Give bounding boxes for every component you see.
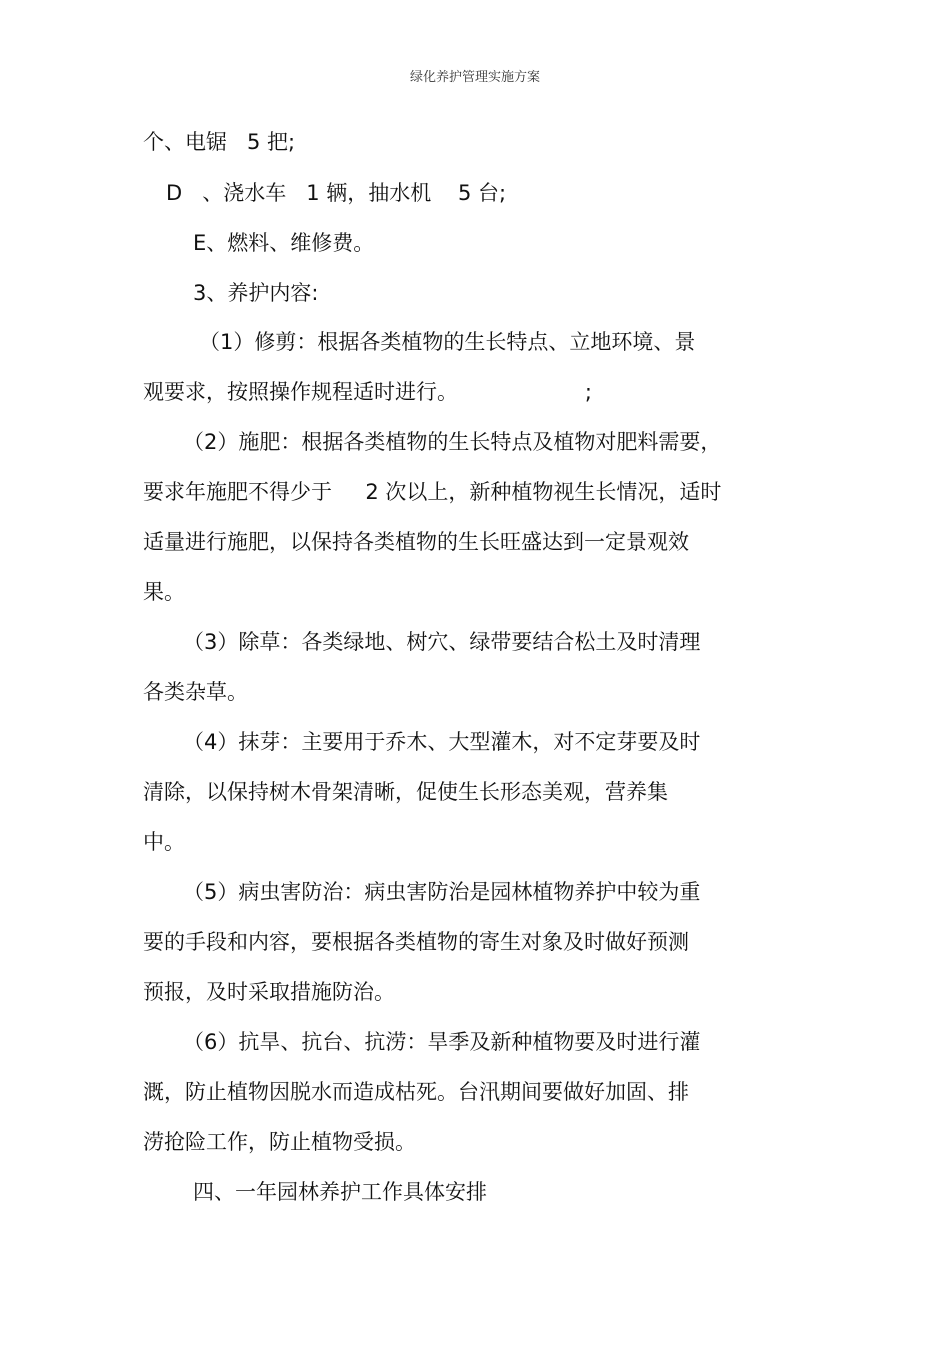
body-line: 中。 xyxy=(143,830,185,854)
body-line: 要的手段和内容，要根据各类植物的寄生对象及时做好预测 xyxy=(143,930,689,954)
body-line: （3）除草：各类绿地、树穴、绿带要结合松土及时清理 xyxy=(183,630,701,654)
body-line: （2）施肥：根据各类植物的生长特点及植物对肥料需要， xyxy=(183,430,722,454)
body-line: E、燃料、维修费。 xyxy=(193,231,375,255)
body-line: 个、电锯 5 把; xyxy=(143,130,296,154)
page-header: 绿化养护管理实施方案 xyxy=(409,70,540,85)
body-line: 预报，及时采取措施防治。 xyxy=(143,980,395,1004)
body-line: （4）抹芽：主要用于乔木、大型灌木，对不定芽要及时 xyxy=(183,730,701,754)
body-line: （6）抗旱、抗台、抗涝：旱季及新种植物要及时进行灌 xyxy=(183,1030,701,1054)
section-heading: 四、一年园林养护工作具体安排 xyxy=(193,1180,487,1204)
body-line: 涝抢险工作，防止植物受损。 xyxy=(143,1130,416,1154)
body-line: 要求年施肥不得少于 2 次以上，新种植物视生长情况，适时 xyxy=(143,480,722,504)
body-line: 果。 xyxy=(143,580,185,604)
body-line: 适量进行施肥，以保持各类植物的生长旺盛达到一定景观效 xyxy=(143,530,689,554)
body-line: 溉，防止植物因脱水而造成枯死。台汛期间要做好加固、排 xyxy=(143,1080,689,1104)
body-line: 观要求，按照操作规程适时进行。 ; xyxy=(143,380,592,404)
body-line: 各类杂草。 xyxy=(143,680,248,704)
body-line: D 、浇水车 1 辆，抽水机 5 台; xyxy=(166,181,507,205)
body-line: （1）修剪：根据各类植物的生长特点、立地环境、景 xyxy=(199,330,696,354)
body-line: 3、养护内容: xyxy=(193,281,319,305)
body-line: （5）病虫害防治：病虫害防治是园林植物养护中较为重 xyxy=(183,880,701,904)
body-line: 清除，以保持树木骨架清晰，促使生长形态美观，营养集 xyxy=(143,780,668,804)
